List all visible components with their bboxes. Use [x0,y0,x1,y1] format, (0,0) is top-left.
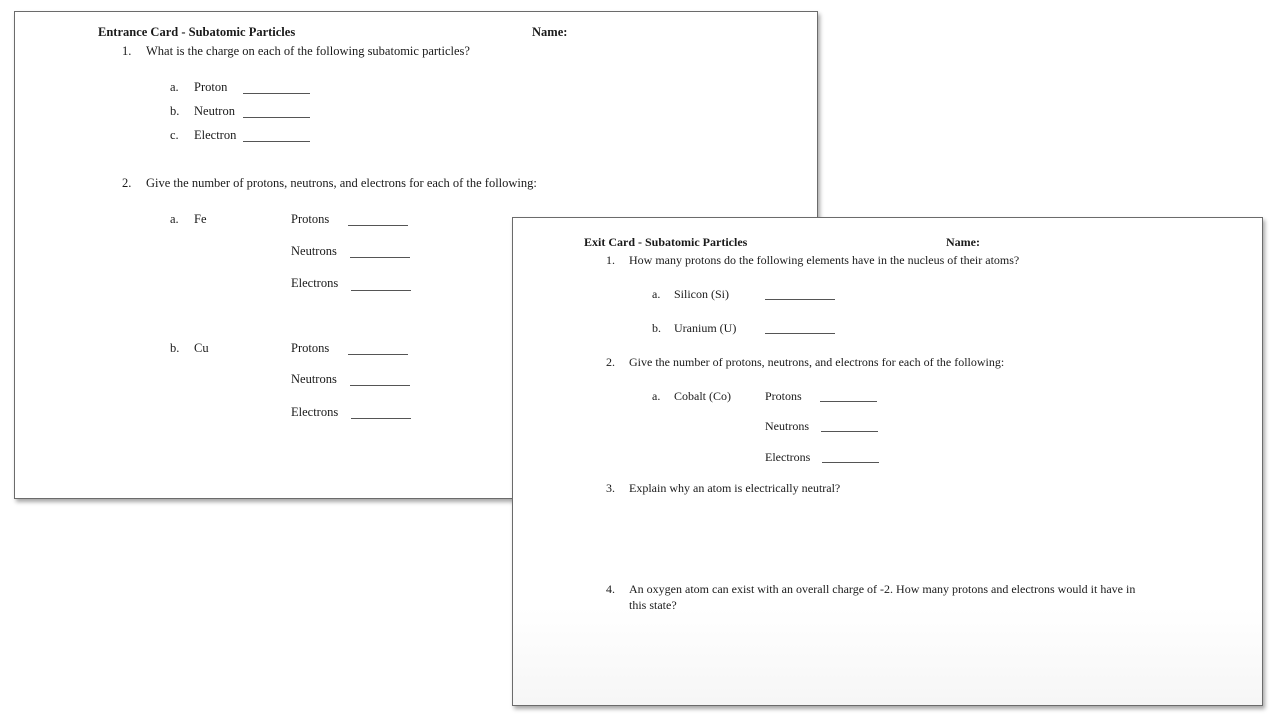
exit-q2a-neutrons-label: Neutrons [765,419,809,433]
entrance-q2b-neutrons-label: Neutrons [291,372,337,386]
exit-q1-text: How many protons do the following elements have in the nucleus of their atoms? [629,253,1020,267]
exit-q2-number: 2. [606,355,615,369]
entrance-name-label: Name: [532,25,568,39]
entrance-q2b-element: Cu [194,341,209,355]
exit-q1a-label: Silicon (Si) [674,287,730,301]
exit-q1a-letter: a. [652,287,661,301]
entrance-card-title: Entrance Card - Subatomic Particles [98,25,296,39]
exit-q3-text: Explain why an atom is electrically neutral? [629,481,841,495]
exit-q2a-protons-label: Protons [765,389,802,403]
entrance-q1-text: What is the charge on each of the following subatomic particles? [146,44,470,58]
entrance-q2-number: 2. [122,176,132,190]
exit-q2a-element: Cobalt (Co) [674,389,731,403]
entrance-q1b-answer-blank[interactable] [243,117,310,118]
entrance-q2a-letter: a. [170,212,179,226]
exit-q1b-label: Uranium (U) [674,321,737,335]
entrance-q1c-answer-blank[interactable] [243,141,310,142]
exit-q1a-answer-blank[interactable] [765,299,835,300]
exit-q2a-protons-blank[interactable] [820,401,877,402]
entrance-q2a-element: Fe [194,212,207,226]
exit-q1b-answer-blank[interactable] [765,333,835,334]
entrance-q2b-neutrons-blank[interactable] [350,385,410,386]
exit-q3-number: 3. [606,481,615,495]
exit-q4-number: 4. [606,582,615,596]
exit-q1b-letter: b. [652,321,661,335]
exit-q2a-electrons-blank[interactable] [822,462,879,463]
exit-name-label: Name: [946,235,980,249]
entrance-q2a-neutrons-blank[interactable] [350,257,410,258]
exit-q4-text-line2: this state? [629,598,677,612]
entrance-q2b-letter: b. [170,341,180,355]
entrance-q1b-label: Neutron [194,104,235,118]
exit-q2-text: Give the number of protons, neutrons, and electrons for each of the following: [629,355,1005,369]
entrance-q1b-letter: b. [170,104,180,118]
exit-q2a-electrons-label: Electrons [765,450,811,464]
entrance-q2b-electrons-label: Electrons [291,405,339,419]
entrance-q2a-neutrons-label: Neutrons [291,244,337,258]
entrance-q2b-protons-label: Protons [291,341,330,355]
entrance-q2a-protons-blank[interactable] [348,225,408,226]
exit-q2a-neutrons-blank[interactable] [821,431,878,432]
entrance-q1c-label: Electron [194,128,237,142]
exit-card-title: Exit Card - Subatomic Particles [584,235,748,249]
entrance-q1c-letter: c. [170,128,179,142]
entrance-q2-text: Give the number of protons, neutrons, and electrons for each of the following: [146,176,537,190]
entrance-q1a-letter: a. [170,80,179,94]
exit-q1-number: 1. [606,253,615,267]
entrance-q2a-protons-label: Protons [291,212,330,226]
entrance-q2b-protons-blank[interactable] [348,354,408,355]
entrance-q1-number: 1. [122,44,132,58]
entrance-q1a-answer-blank[interactable] [243,93,310,94]
entrance-q2b-electrons-blank[interactable] [351,418,411,419]
exit-card [512,217,1263,706]
entrance-q2a-electrons-blank[interactable] [351,290,411,291]
entrance-q1a-label: Proton [194,80,228,94]
entrance-q2a-electrons-label: Electrons [291,276,339,290]
exit-q4-text-line1: An oxygen atom can exist with an overall charge of -2. How many protons and electrons would it have in [629,582,1136,596]
exit-q2a-letter: a. [652,389,661,403]
